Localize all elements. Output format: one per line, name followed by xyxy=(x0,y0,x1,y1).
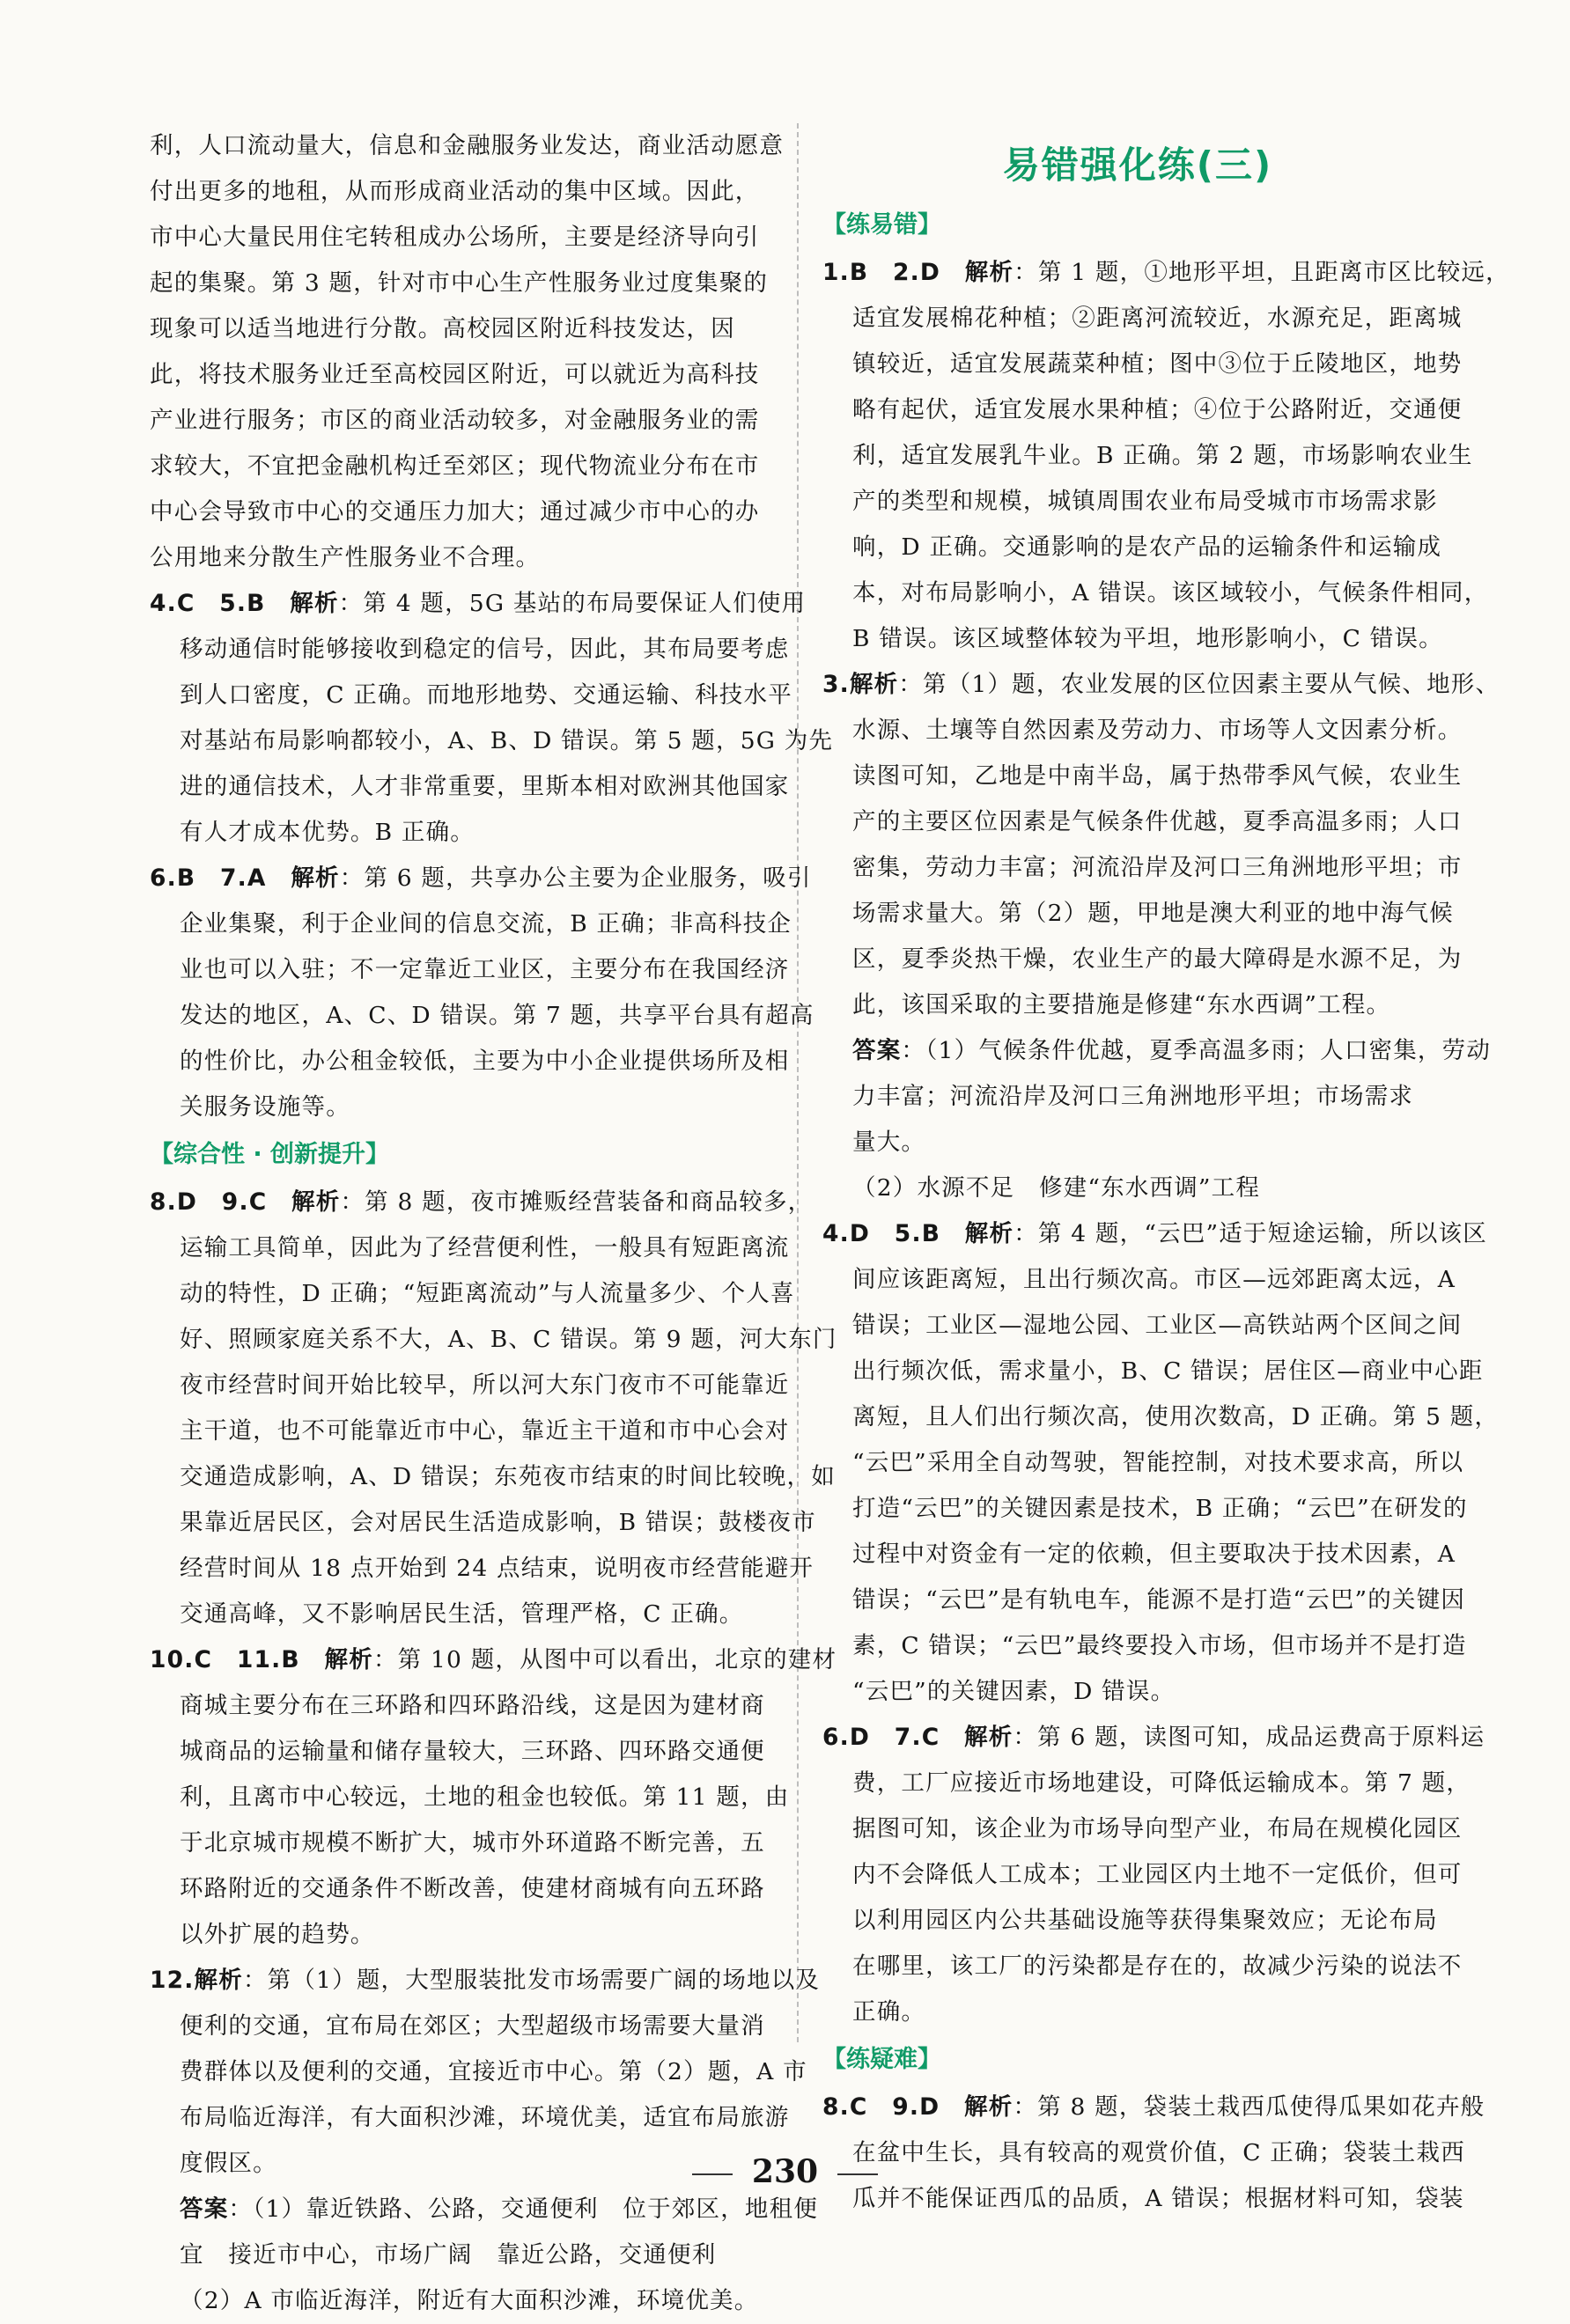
answer-key: 10.C 11.B 解析 xyxy=(150,1646,373,1673)
text-line: 量大。 xyxy=(852,1129,926,1156)
answer-key: 12.解析 xyxy=(150,1967,243,1994)
text-line xyxy=(150,2187,819,2232)
answer-key: 8.C 9.D 解析 xyxy=(822,2093,1013,2121)
intro-paragraph xyxy=(150,123,785,581)
text-line: 瓜并不能保证西瓜的品质，A 错误；根据材料可知，袋装 xyxy=(852,2185,1464,2212)
answer-q3 xyxy=(822,662,1500,1211)
answer-key: 6.D 7.C 解析 xyxy=(822,1724,1013,1751)
text-line: 市中心大量民用住宅转租成办公场所，主要是经济导向引 xyxy=(150,224,760,251)
text-line: 移动通信时能够接收到稳定的信号，因此，其布局要考虑 xyxy=(180,636,790,663)
text-line: 此，该国采取的主要措施是修建“东水西调”工程。 xyxy=(852,991,1391,1019)
text-line xyxy=(822,1028,1492,1074)
text-line: 商城主要分布在三环路和四环路沿线，这是因为建材商 xyxy=(180,1692,765,1719)
answer-key: 4.D 5.B 解析 xyxy=(822,1220,1014,1247)
text-line: 产业进行服务；市区的商业活动较多，对金融服务业的需 xyxy=(150,407,760,434)
text-line: 本，对布局影响小，A 错误。该区域较小，气候条件相同， xyxy=(852,579,1489,607)
text-line: 关服务设施等。 xyxy=(180,1093,350,1121)
text-line: 素，C 错误；“云巴”最终要投入市场，但市场并不是打造 xyxy=(852,1632,1467,1659)
text-line: 起的集聚。第 3 题，针对市中心生产性服务业过度集聚的 xyxy=(150,269,769,297)
text-span: ：第（1）题，大型服装批发市场需要广阔的场地以及 xyxy=(242,1967,821,1994)
answer-label: 答案 xyxy=(852,1037,902,1064)
text-line: 的性价比，办公租金较低，主要为中小企业提供场所及相 xyxy=(180,1048,790,1075)
answer-key: 6.B 7.A 解析 xyxy=(150,864,340,892)
text-line: 交通高峰，又不影响居民生活，管理严格，C 正确。 xyxy=(180,1600,744,1628)
text-line: 环路附近的交通条件不断改善，使建材商城有向五环路 xyxy=(180,1875,765,1902)
text-line: 打造“云巴”的关键因素是技术，B 正确；“云巴”在研发的 xyxy=(852,1495,1468,1522)
text-line: 求较大，不宜把金融机构迁至郊区；现代物流业分布在市 xyxy=(150,452,760,480)
text-span: ：第 4 题，“云巴”适于短途运输，所以该区 xyxy=(1013,1220,1487,1247)
text-span: ：第 4 题，5G 基站的布局要保证人们使用 xyxy=(338,590,807,617)
text-span: ：第 8 题，夜市摊贩经营装备和商品较多， xyxy=(340,1188,813,1216)
text-line: 区，夏季炎热干燥，农业生产的最大障碍是水源不足，为 xyxy=(852,945,1463,973)
text-line: 于北京城市规模不断扩大，城市外环道路不断完善，五 xyxy=(180,1829,765,1857)
text-line xyxy=(822,2085,1485,2130)
section-heading-comprehensive: 【综合性 · 创新提升】 xyxy=(150,1141,390,1168)
text-line: 果靠近居民区，会对居民生活造成影响，B 错误；鼓楼夜市 xyxy=(180,1509,816,1536)
text-line: 利，适宜发展乳牛业。B 正确。第 2 题，市场影响农业生 xyxy=(852,442,1473,469)
text-line: 密集，劳动力丰富；河流沿岸及河口三角洲地形平坦；市 xyxy=(852,854,1463,881)
answer-q6-7-right xyxy=(822,1715,1485,2035)
text-line: 场需求量大。第（2）题，甲地是澳大利亚的地中海气候 xyxy=(852,900,1454,927)
answer-q6-7 xyxy=(150,856,814,1130)
page-number-text: 230 xyxy=(751,2153,819,2190)
text-line: 错误；工业区—湿地公园、工业区—高铁站两个区间之间 xyxy=(852,1312,1463,1339)
text-line xyxy=(150,856,812,901)
answer-q4-5-right xyxy=(822,1211,1500,1715)
text-line: 动的特性，D 正确；“短距离流动”与人流量多少、个人喜 xyxy=(180,1280,795,1307)
text-line: 出行频次低，需求量小，B、C 错误；居住区—商业中心距 xyxy=(852,1357,1484,1385)
text-line xyxy=(822,662,1500,708)
text-line: 略有起伏，适宜发展水果种植；④位于公路附近，交通便 xyxy=(852,396,1463,423)
answer-label: 答案 xyxy=(180,2195,229,2223)
text-line xyxy=(150,1958,821,2004)
text-line: 主干道，也不可能靠近市中心，靠近主干道和市中心会对 xyxy=(180,1417,790,1445)
text-line: （2）A 市临近海洋，附近有大面积沙滩，环境优美。 xyxy=(180,2287,759,2314)
text-line: 内不会降低人工成本；工业园区内土地不一定低价，但可 xyxy=(852,1861,1463,1888)
text-line: 利，且离市中心较远，土地的租金也较低。第 11 题，由 xyxy=(180,1783,790,1811)
text-line: 响，D 正确。交通影响的是农产品的运输条件和运输成 xyxy=(852,533,1442,561)
text-line xyxy=(822,1715,1485,1761)
text-line: 布局临近海洋，有大面积沙滩，环境优美，适宜布局旅游 xyxy=(180,2104,790,2131)
text-line: 企业集聚，利于企业间的信息交流，B 正确；非高科技企 xyxy=(180,910,792,938)
text-span: ：第 10 题，从图中可以看出，北京的建材 xyxy=(372,1646,837,1673)
text-line: 间应该距离短，且出行频次高。市区—远郊距离太远，A xyxy=(852,1266,1456,1293)
text-line: 水源、土壤等自然因素及劳动力、市场等人文因素分析。 xyxy=(852,717,1463,744)
text-line: 镇较近，适宜发展蔬菜种植；图中③位于丘陵地区，地势 xyxy=(852,350,1463,378)
text-line: 在哪里，该工厂的污染都是存在的，故减少污染的说法不 xyxy=(852,1953,1463,1980)
text-line: 夜市经营时间开始比较早，所以河大东门夜市不可能靠近 xyxy=(180,1372,790,1399)
column-divider xyxy=(797,123,799,2042)
text-line: （2）水源不足 修建“东水西调”工程 xyxy=(852,1174,1261,1202)
page-title: 易错强化练(三) xyxy=(1002,143,1273,187)
text-line: 读图可知，乙地是中南半岛，属于热带季风气候，农业生 xyxy=(852,762,1463,790)
text-line: 过程中对资金有一定的依赖，但主要取决于技术因素，A xyxy=(852,1541,1456,1568)
text-line: 发达的地区，A、C、D 错误。第 7 题，共享平台具有超高 xyxy=(180,1002,814,1029)
section-heading-easy-mistakes: 【练易错】 xyxy=(822,211,941,239)
text-span: ：第（1）题，农业发展的区位因素主要从气候、地形、 xyxy=(898,671,1500,698)
text-line: 中心会导致市中心的交通压力加大；通过减少市中心的办 xyxy=(150,498,760,526)
page-number-dash xyxy=(692,2173,733,2175)
text-span: ：第 6 题，读图可知，成品运费高于原料运 xyxy=(1013,1724,1485,1751)
text-line: 错误；“云巴”是有轨电车，能源不是打造“云巴”的关键因 xyxy=(852,1586,1466,1614)
answer-key: 4.C 5.B 解析 xyxy=(150,590,339,617)
answer-q8-9 xyxy=(150,1180,837,1637)
text-line: “云巴”的关键因素，D 错误。 xyxy=(852,1678,1176,1705)
text-line: 度假区。 xyxy=(180,2150,277,2177)
text-line: 在盆中生长，具有较高的观赏价值，C 正确；袋装土栽西 xyxy=(852,2139,1465,2166)
text-span: ：第 8 题，袋装土栽西瓜使得瓜果如花卉般 xyxy=(1013,2093,1485,2121)
text-line: 适宜发展棉花种植；②距离河流较近，水源充足，距离城 xyxy=(852,305,1463,332)
text-line: 正确。 xyxy=(852,1998,926,2026)
text-line: 现象可以适当地进行分散。高校园区附近科技发达，因 xyxy=(150,315,735,342)
text-line: 产的类型和规模，城镇周围农业布局受城市市场需求影 xyxy=(852,488,1438,515)
text-line xyxy=(822,1211,1487,1257)
text-line: 利，人口流动量大，信息和金融服务业发达，商业活动愿意 xyxy=(150,132,785,159)
answer-q1-2 xyxy=(822,250,1510,662)
text-span: ：第 1 题，①地形平坦，且距离市区比较远， xyxy=(1013,259,1510,286)
text-line: 公用地来分散生产性服务业不合理。 xyxy=(150,544,541,571)
answer-q10-11 xyxy=(150,1637,837,1958)
page-number-dash xyxy=(837,2173,878,2175)
answer-key: 3.解析 xyxy=(822,671,899,698)
text-line: 宜 接近市中心，市场广阔 靠近公路，交通便利 xyxy=(180,2241,717,2269)
text-line: 业也可以入驻；不一定靠近工业区，主要分布在我国经济 xyxy=(180,956,790,983)
text-line: B 错误。该区域整体较为平坦，地形影响小，C 错误。 xyxy=(852,625,1443,652)
text-line: 有人才成本优势。B 正确。 xyxy=(180,819,475,846)
text-span: ：（1）气候条件优越，夏季高温多雨；人口密集，劳动 xyxy=(901,1037,1492,1064)
text-line: 以外扩展的趋势。 xyxy=(180,1921,375,1948)
text-line: 到人口密度，C 正确。而地形地势、交通运输、科技水平 xyxy=(180,681,792,709)
text-line: 产的主要区位因素是气候条件优越，夏季高温多雨；人口 xyxy=(852,808,1463,835)
page-number xyxy=(0,2153,1570,2190)
text-line xyxy=(150,1637,837,1683)
text-line: 费群体以及便利的交通，宜接近市中心。第（2）题，A 市 xyxy=(180,2058,807,2085)
text-line: 便利的交通，宜布局在郊区；大型超级市场需要大量消 xyxy=(180,2012,765,2040)
answer-key: 1.B 2.D 解析 xyxy=(822,259,1014,286)
section-heading-difficult: 【练疑难】 xyxy=(822,2046,941,2073)
answer-q4-5 xyxy=(150,581,834,856)
text-line: 经营时间从 18 点开始到 24 点结束，说明夜市经营能避开 xyxy=(180,1555,814,1582)
text-line: 此，将技术服务业迁至高校园区附近，可以就近为高科技 xyxy=(150,361,760,388)
text-line: 付出更多的地租，从而形成商业活动的集中区域。因此， xyxy=(150,178,760,205)
text-line: “云巴”采用全自动驾驶，智能控制，对技术要求高，所以 xyxy=(852,1449,1464,1476)
text-line: 离短，且人们出行频次高，使用次数高，D 正确。第 5 题， xyxy=(852,1403,1500,1430)
text-line: 据图可知，该企业为市场导向型产业，布局在规模化园区 xyxy=(852,1815,1463,1842)
text-line xyxy=(150,581,807,627)
text-line: 对基站布局影响都较小，A、B、D 错误。第 5 题，5G 为先 xyxy=(180,727,834,754)
text-span: ：第 6 题，共享办公主要为企业服务，吸引 xyxy=(339,864,812,892)
text-line: 运输工具简单，因此为了经营便利性，一般具有短距离流 xyxy=(180,1234,790,1261)
text-line: 交通造成影响，A、D 错误；东苑夜市结束的时间比较晚，如 xyxy=(180,1463,836,1490)
text-span: ：（1）靠近铁路、公路，交通便利 位于郊区，地租便 xyxy=(228,2195,819,2223)
answer-key: 8.D 9.C 解析 xyxy=(150,1188,341,1216)
text-line: 费，工厂应接近市场地建设，可降低运输成本。第 7 题， xyxy=(852,1769,1471,1797)
text-line xyxy=(150,1180,813,1225)
text-line: 城商品的运输量和储存量较大，三环路、四环路交通便 xyxy=(180,1738,765,1765)
text-line: 以利用园区内公共基础设施等获得集聚效应；无论布局 xyxy=(852,1907,1438,1934)
text-line: 好、照顾家庭关系不大，A、B、C 错误。第 9 题，河大东门 xyxy=(180,1326,837,1353)
text-line: 力丰富；河流沿岸及河口三角洲地形平坦；市场需求 xyxy=(852,1083,1414,1110)
text-line xyxy=(822,250,1510,296)
text-line: 进的通信技术，人才非常重要，里斯本相对欧洲其他国家 xyxy=(180,773,790,800)
right-column xyxy=(822,130,1510,2222)
